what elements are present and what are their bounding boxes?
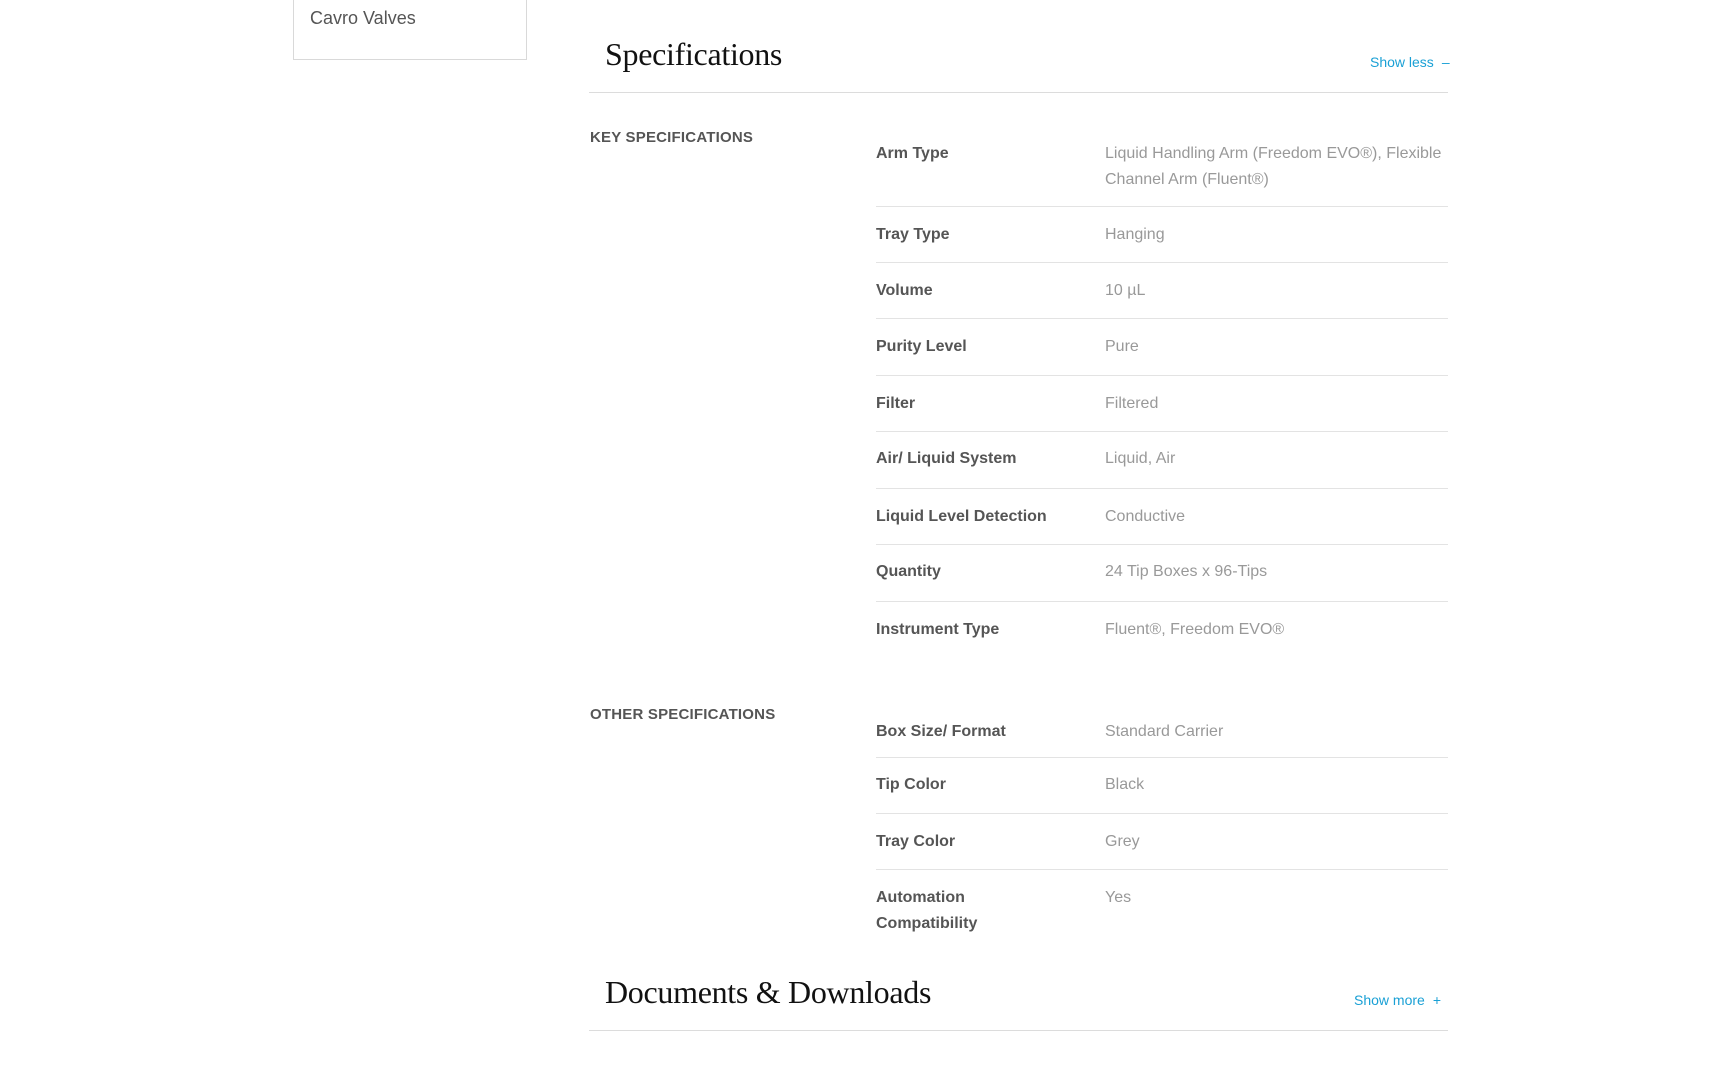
spec-value: Black bbox=[1105, 776, 1145, 793]
spec-row-tip-color bbox=[876, 758, 1448, 814]
other-specifications-label: OTHER SPECIFICATIONS bbox=[590, 706, 776, 723]
documents-divider bbox=[589, 1029, 1448, 1031]
spec-name: Instrument Type bbox=[876, 621, 1000, 638]
spec-name: Box Size/ Format bbox=[876, 723, 1006, 740]
spec-name: Filter bbox=[876, 395, 916, 412]
show-more-button[interactable] bbox=[1354, 992, 1441, 1008]
spec-row-tray-type bbox=[876, 207, 1448, 263]
spec-value: Standard Carrier bbox=[1105, 723, 1224, 740]
sidebar-nav bbox=[293, 0, 527, 60]
key-specifications-label: KEY SPECIFICATIONS bbox=[590, 129, 754, 146]
spec-name: Arm Type bbox=[876, 145, 949, 162]
spec-row-box-size-format bbox=[876, 711, 1448, 758]
plus-icon: + bbox=[1432, 992, 1441, 1008]
minus-icon: – bbox=[1441, 54, 1450, 70]
other-specifications-table bbox=[876, 711, 1448, 946]
key-specifications-table bbox=[876, 133, 1448, 662]
spec-row-arm-type bbox=[876, 133, 1448, 207]
spec-row-filter bbox=[876, 376, 1448, 432]
spec-name: Volume bbox=[876, 282, 933, 299]
spec-value: Liquid, Air bbox=[1105, 450, 1176, 467]
spec-row-volume bbox=[876, 263, 1448, 319]
spec-value: Yes bbox=[1105, 889, 1132, 906]
show-less-label: Show less bbox=[1370, 54, 1434, 70]
spec-row-liquid-level-detection bbox=[876, 489, 1448, 545]
show-less-button[interactable] bbox=[1370, 54, 1450, 70]
spec-value: Hanging bbox=[1105, 226, 1165, 243]
spec-row-instrument-type bbox=[876, 602, 1448, 662]
spec-name: Tray Type bbox=[876, 226, 950, 243]
spec-row-quantity bbox=[876, 545, 1448, 602]
spec-value: 10 µL bbox=[1105, 282, 1146, 299]
spec-name: Tip Color bbox=[876, 776, 946, 793]
spec-name: Tray Color bbox=[876, 833, 956, 850]
spec-value: Pure bbox=[1105, 338, 1139, 355]
spec-value: Liquid Handling Arm (Freedom EVO®), Flexible Channel Arm (Fluent®) bbox=[1105, 145, 1442, 188]
spec-name: Quantity bbox=[876, 563, 941, 580]
documents-downloads-title: Documents & Downloads bbox=[605, 974, 932, 1010]
show-more-label: Show more bbox=[1354, 992, 1425, 1008]
spec-row-air-liquid-system bbox=[876, 432, 1448, 489]
spec-value: Fluent®, Freedom EVO® bbox=[1105, 621, 1285, 638]
spec-row-automation-compatibility bbox=[876, 870, 1448, 946]
spec-value: 24 Tip Boxes x 96-Tips bbox=[1105, 563, 1268, 580]
spec-name: Automation Compatibility bbox=[876, 889, 978, 932]
specifications-title: Specifications bbox=[605, 36, 783, 72]
spec-value: Conductive bbox=[1105, 508, 1186, 525]
spec-value: Grey bbox=[1105, 833, 1140, 850]
spec-name: Air/ Liquid System bbox=[876, 450, 1017, 467]
spec-name: Purity Level bbox=[876, 338, 967, 355]
spec-name: Liquid Level Detection bbox=[876, 508, 1047, 525]
spec-row-purity-level bbox=[876, 319, 1448, 376]
spec-row-tray-color bbox=[876, 814, 1448, 870]
spec-value: Filtered bbox=[1105, 395, 1159, 412]
sidebar-item-cavro-valves[interactable]: Cavro Valves bbox=[310, 8, 416, 28]
specifications-divider bbox=[589, 91, 1448, 93]
